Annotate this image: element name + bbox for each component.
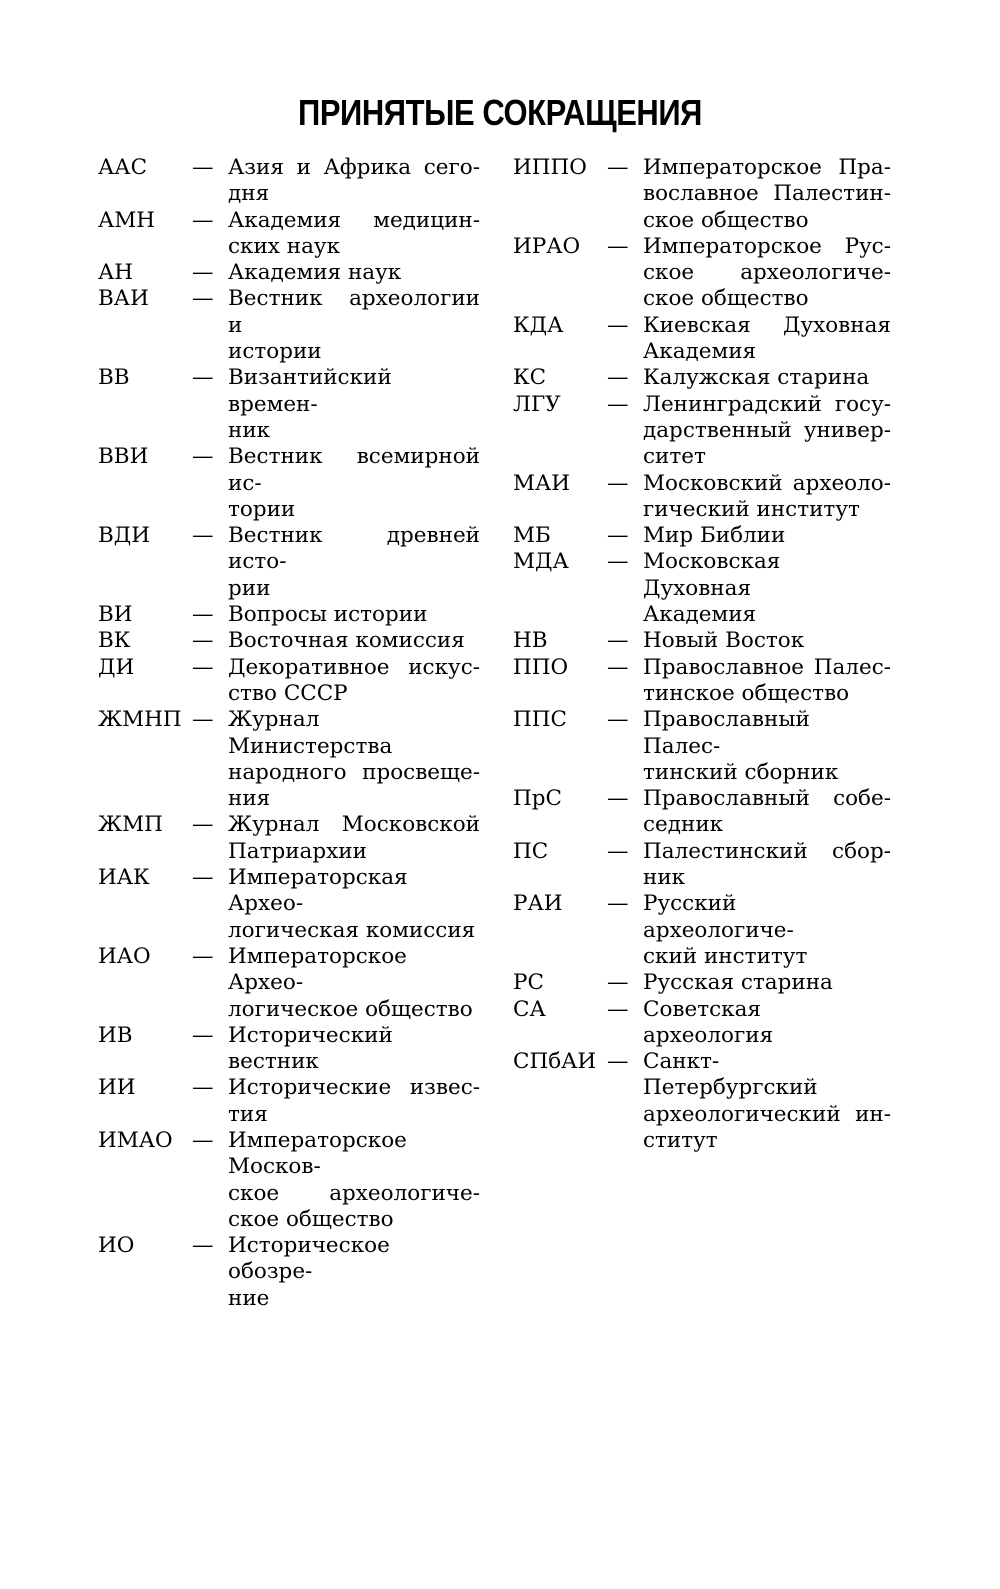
meaning-line: ние (228, 1285, 270, 1311)
meaning-line: Императорское Москов- (228, 1127, 407, 1180)
meaning-line: Мир Библии (643, 523, 786, 549)
abbreviation-entry (513, 155, 891, 234)
meaning-line: ния (228, 786, 271, 812)
abbreviation-meaning (643, 365, 891, 391)
dash-separator: — (192, 207, 214, 233)
abbreviation: ИАК (98, 865, 150, 891)
abbreviation-entry (513, 234, 891, 313)
meaning-line: ство СССР (228, 680, 348, 706)
abbreviation-meaning (643, 655, 891, 708)
abbreviation-meaning (228, 444, 480, 523)
abbreviation-meaning (228, 655, 480, 708)
abbreviation-entry (98, 602, 480, 628)
abbreviation-entry (513, 392, 891, 471)
meaning-line: логическая комиссия (228, 917, 476, 943)
abbreviation-meaning (228, 865, 480, 944)
abbreviation: СПбАИ (513, 1049, 597, 1075)
abbreviation: ЛГУ (513, 391, 561, 417)
abbreviation-entry (98, 628, 480, 654)
abbreviation-meaning (228, 365, 480, 444)
dash-separator: — (607, 233, 629, 259)
meaning-line: Декоративное искус- (228, 654, 480, 680)
abbreviation-entry (513, 970, 891, 996)
abbreviation-entry (98, 1075, 480, 1128)
meaning-line: дарственный универ- (643, 417, 891, 443)
dash-separator: — (607, 1049, 629, 1075)
abbreviation-meaning (228, 1128, 480, 1233)
dash-separator: — (607, 996, 629, 1022)
meaning-line: Новый Восток (643, 628, 805, 654)
abbreviation: ИВ (98, 1022, 133, 1048)
meaning-line: Вестник древней исто- (228, 523, 480, 575)
meaning-line: рии (228, 575, 271, 601)
abbreviation-meaning (228, 1075, 480, 1128)
abbreviation: ППО (513, 654, 569, 680)
abbreviation-entry (98, 1023, 480, 1076)
dash-separator: — (192, 1022, 214, 1048)
meaning-line: тории (228, 496, 296, 522)
meaning-line: ник (643, 865, 686, 891)
abbreviation-list-right (513, 155, 891, 1154)
meaning-line: Санкт-Петербургский (643, 1049, 818, 1101)
dash-separator: — (607, 470, 629, 496)
abbreviation-entry (98, 812, 480, 865)
meaning-line: Историческое обозре- (228, 1233, 390, 1285)
abbreviation-meaning (643, 628, 891, 654)
meaning-line: ник (228, 417, 271, 443)
dash-separator: — (607, 970, 629, 996)
meaning-line: гический институт (643, 496, 860, 522)
dash-separator: — (607, 155, 629, 180)
abbreviation-entry (513, 655, 891, 708)
meaning-line: тинское общество (643, 680, 850, 706)
meaning-line: Академия наук (228, 260, 402, 286)
meaning-line: седник (643, 812, 724, 838)
dash-separator: — (607, 312, 629, 338)
meaning-line: ский институт (643, 943, 808, 969)
abbreviation-entry (98, 208, 480, 261)
dash-separator: — (192, 444, 214, 470)
abbreviation-meaning (228, 628, 480, 654)
abbreviation: ИО (98, 1233, 135, 1259)
dash-separator: — (192, 1075, 214, 1101)
meaning-line: ское общество (643, 286, 809, 312)
meaning-line: Академия медицин- (228, 207, 480, 233)
meaning-line: тинский сборник (643, 759, 839, 785)
dash-separator: — (192, 523, 214, 549)
abbreviation-entry (98, 865, 480, 944)
abbreviation-meaning (643, 313, 891, 366)
meaning-line: Журнал Московской (228, 812, 480, 838)
abbreviation-meaning (643, 997, 891, 1050)
abbreviation-entry (513, 365, 891, 391)
meaning-line: ское археологиче- (228, 1180, 480, 1206)
abbreviation-list-left (98, 155, 480, 1312)
abbreviation: ВИ (98, 602, 133, 628)
dash-separator: — (607, 365, 629, 391)
abbreviation-entry (98, 286, 480, 365)
dash-separator: — (192, 628, 214, 654)
abbreviation: ВАИ (98, 286, 149, 312)
abbreviation-meaning (643, 392, 891, 471)
abbreviation-meaning (228, 155, 480, 208)
abbreviation-entry (513, 997, 891, 1050)
abbreviation-entry (98, 260, 480, 286)
abbreviation-meaning (643, 549, 891, 628)
abbreviation-entry (98, 155, 480, 208)
dash-separator: — (607, 549, 629, 575)
abbreviation: ПС (513, 838, 549, 864)
abbreviation: МАИ (513, 470, 571, 496)
abbreviation: ВВИ (98, 444, 149, 470)
meaning-line: Патриархии (228, 838, 367, 864)
meaning-line: ских наук (228, 233, 341, 259)
abbreviation-entry (98, 1233, 480, 1312)
meaning-line: Православный собе- (643, 786, 891, 812)
dash-separator: — (192, 943, 214, 969)
abbreviation-entry (513, 549, 891, 628)
meaning-line: Православное Палес- (643, 654, 891, 680)
dash-separator: — (607, 523, 629, 549)
meaning-line: Исторические извес- (228, 1075, 480, 1101)
abbreviation-entry (513, 839, 891, 892)
meaning-line: Православный Палес- (643, 707, 810, 759)
abbreviation: ДИ (98, 654, 135, 680)
meaning-line: Московская Духовная (643, 549, 781, 601)
abbreviation-meaning (643, 970, 891, 996)
meaning-line: Императорское Пра- (643, 155, 891, 180)
meaning-line: Императорское Рус- (643, 233, 891, 259)
dash-separator: — (192, 654, 214, 680)
abbreviation-meaning (228, 260, 480, 286)
abbreviation-entry (98, 707, 480, 812)
meaning-line: Академия (643, 339, 757, 365)
meaning-line: Исторический вестник (228, 1022, 393, 1075)
meaning-line: археологический ин- (643, 1101, 891, 1127)
abbreviation-entry (513, 628, 891, 654)
meaning-line: Журнал Министерства (228, 707, 393, 759)
abbreviation-meaning (228, 286, 480, 365)
dash-separator: — (607, 654, 629, 680)
meaning-line: логическое общество (228, 996, 473, 1022)
abbreviation: МДА (513, 549, 569, 575)
abbreviation-meaning (228, 208, 480, 261)
meaning-line: ситет (643, 444, 706, 470)
abbreviation-meaning (643, 707, 891, 786)
abbreviation: КС (513, 365, 547, 391)
abbreviation-meaning (643, 891, 891, 970)
abbreviation: АМН (98, 207, 156, 233)
abbreviation-meaning (228, 707, 480, 812)
abbreviation: ПрС (513, 786, 562, 812)
meaning-line: Византийский времен- (228, 365, 392, 417)
dash-separator: — (192, 865, 214, 891)
abbreviation-meaning (228, 602, 480, 628)
abbreviation-meaning (228, 812, 480, 865)
abbreviation-meaning (643, 839, 891, 892)
meaning-line: Азия и Африка сего- (228, 155, 480, 180)
dash-separator: — (607, 786, 629, 812)
abbreviation-meaning (228, 944, 480, 1023)
meaning-line: вославное Палестин- (643, 181, 891, 207)
abbreviation: ИАО (98, 943, 151, 969)
abbreviation-meaning (643, 523, 891, 549)
meaning-line: Калужская старина (643, 365, 870, 391)
meaning-line: ское общество (643, 207, 809, 233)
meaning-line: ское археологиче- (643, 260, 891, 286)
abbreviation: ИМАО (98, 1127, 173, 1153)
abbreviation-meaning (228, 523, 480, 602)
abbreviation-entry (513, 523, 891, 549)
dash-separator: — (607, 707, 629, 733)
abbreviation-entry (98, 444, 480, 523)
abbreviation-entry (513, 786, 891, 839)
meaning-line: Русская старина (643, 970, 833, 996)
meaning-line: Вестник всемирной ис- (228, 444, 480, 496)
abbreviation-meaning (643, 471, 891, 524)
abbreviation-meaning (643, 234, 891, 313)
page-title: ПРИНЯТЫЕ СОКРАЩЕНИЯ (298, 92, 702, 133)
meaning-line: ститут (643, 1127, 718, 1153)
meaning-line: Императорское Архео- (228, 943, 407, 996)
dash-separator: — (192, 286, 214, 312)
abbreviation: СА (513, 996, 546, 1022)
abbreviation-meaning (228, 1233, 480, 1312)
abbreviation-entry (513, 471, 891, 524)
abbreviation-entry (513, 313, 891, 366)
abbreviation-meaning (643, 1049, 891, 1154)
dash-separator: — (192, 707, 214, 733)
meaning-line: Палестинский сбор- (643, 838, 891, 864)
abbreviation-meaning (228, 1023, 480, 1076)
abbreviation-entry (513, 707, 891, 786)
abbreviation: АН (98, 260, 134, 286)
abbreviation-meaning (643, 155, 891, 234)
meaning-line: дня (228, 181, 270, 207)
meaning-line: тия (228, 1101, 268, 1127)
abbreviation-entry (98, 944, 480, 1023)
abbreviation: ВДИ (98, 523, 151, 549)
meaning-line: ское общество (228, 1206, 394, 1232)
abbreviation-entry (98, 523, 480, 602)
meaning-line: народного просвеще- (228, 759, 480, 785)
abbreviation: РАИ (513, 891, 563, 917)
dash-separator: — (192, 1127, 214, 1153)
meaning-line: Академия (643, 602, 757, 628)
dash-separator: — (607, 391, 629, 417)
dash-separator: — (192, 155, 214, 180)
dash-separator: — (607, 838, 629, 864)
meaning-line: истории (228, 339, 322, 365)
meaning-line: Ленинградский госу- (643, 391, 891, 417)
meaning-line: Советская археология (643, 996, 774, 1048)
abbreviation: ИИ (98, 1075, 136, 1101)
abbreviation: КДА (513, 312, 564, 338)
abbreviation: ВК (98, 628, 131, 654)
abbreviation: ППС (513, 707, 567, 733)
meaning-line: Московский археоло- (643, 470, 891, 496)
abbreviation: ВВ (98, 365, 130, 391)
abbreviation: НВ (513, 628, 548, 654)
dash-separator: — (192, 1233, 214, 1259)
dash-separator: — (192, 812, 214, 838)
dash-separator: — (607, 891, 629, 917)
dash-separator: — (607, 628, 629, 654)
abbreviation: ИППО (513, 155, 587, 180)
abbreviation: МБ (513, 523, 551, 549)
abbreviation-meaning (643, 786, 891, 839)
meaning-line: Вопросы истории (228, 602, 428, 628)
dash-separator: — (192, 365, 214, 391)
meaning-line: Киевская Духовная (643, 312, 891, 338)
abbreviation: РС (513, 970, 544, 996)
abbreviation: ЖМП (98, 812, 163, 838)
abbreviation-entry (513, 891, 891, 970)
abbreviation: ЖМНП (98, 707, 182, 733)
dash-separator: — (192, 260, 214, 286)
dash-separator: — (192, 602, 214, 628)
abbreviation-entry (98, 365, 480, 444)
meaning-line: Вестник археологии и (228, 286, 480, 338)
meaning-line: Восточная комиссия (228, 628, 465, 654)
meaning-line: Русский археологиче- (643, 891, 794, 943)
abbreviation: ИРАО (513, 233, 581, 259)
meaning-line: Императорская Архео- (228, 865, 408, 917)
abbreviation-entry (513, 1049, 891, 1154)
abbreviation-entry (98, 1128, 480, 1233)
abbreviation: ААС (98, 155, 148, 180)
abbreviation-entry (98, 655, 480, 708)
